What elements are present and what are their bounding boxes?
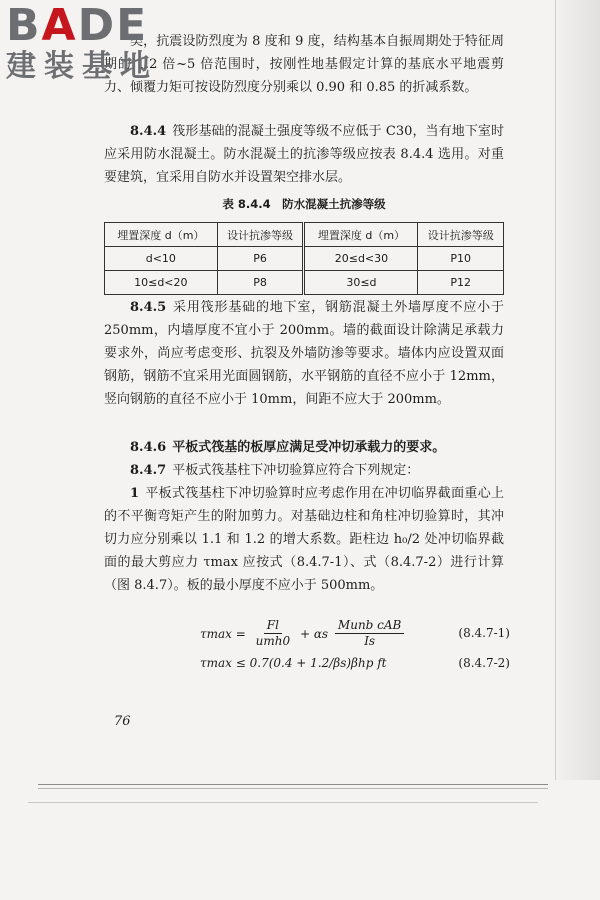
clause-text: 筏形基础的混凝土强度等级不应低于 C30，当有地下室时应采用防水混凝土。防水混凝土的抗渗等级应按表 8.4.4 选用。对重要建筑，宜采用自防水并设置架空排水层。	[104, 124, 504, 185]
table-caption: 表 8.4.4 防水混凝土抗渗等级	[222, 197, 386, 211]
formula-fraction-1	[253, 618, 293, 649]
header-grade-1: 设计抗渗等级	[217, 223, 304, 247]
table-cell: 30≤d	[304, 271, 418, 295]
formula-lhs: τmax =	[200, 626, 246, 641]
table-cell: 10≤d<20	[105, 271, 218, 295]
paragraph-continued: 类，抗震设防烈度为 8 度和 9 度，结构基本自振周期处于特征周期的 1.2 倍~5 倍范围时，按刚性地基假定计算的基底水平地震剪力、倾覆力矩可按设防烈度分别乘以 0.90 和 0.85 的折减系数。	[104, 34, 504, 95]
table-header-row	[105, 223, 504, 247]
item-text: 平板式筏基柱下冲切验算时应考虑作用在冲切临界截面重心上的不平衡弯矩产生的附加剪力。对基础边柱和角柱冲切验算时，其冲切力应分别乘以 1.1 和 1.2 的增大系数。距柱边 h₀/2 处冲切临界截面的最大剪应力 τmax 应按式（8.4.7-1）、式（8.4.7-2）进行计算（图 8.4.7）。板的最小厚度不应小于 500mm。	[104, 486, 504, 593]
header-depth-2: 埋置深度 d（m）	[304, 223, 418, 247]
fraction-numerator: Fl	[264, 618, 282, 634]
logo-subtitle: 建装基地	[6, 49, 158, 84]
clause-8-4-5	[104, 296, 504, 411]
scan-edge-line	[28, 802, 538, 803]
table-row	[105, 271, 504, 295]
clause-text: 采用筏形基础的地下室，钢筋混凝土外墙厚度不应小于 250mm，内墙厚度不宜小于 200mm。墙的截面设计除满足承载力要求外，尚应考虑变形、抗裂及外墙防渗等要求。墙体内应设置双面钢筋，钢筋不宜采用光面圆钢筋，水平钢筋的直径不应小于 12mm，竖向钢筋的直径不应小于 10mm，间距不应大于 200mm。	[104, 300, 504, 407]
fraction-numerator: Munb cAB	[335, 618, 404, 634]
clause-number: 8.4.7	[130, 463, 167, 478]
formula-expression: τmax ≤ 0.7(0.4 + 1.2/βs)βhp ft	[200, 656, 387, 670]
table-cell: 20≤d<30	[304, 247, 418, 271]
formula-fraction-2	[335, 618, 404, 649]
table-cell: P10	[418, 247, 504, 271]
page-binding-shadow	[552, 0, 600, 780]
clause-number: 8.4.4	[130, 124, 167, 139]
formula-middle-term: + αs	[299, 626, 329, 641]
formula-body	[200, 618, 407, 649]
clause-8-4-7	[104, 459, 504, 482]
formula-8-4-7-1	[200, 618, 510, 652]
watermark-logo	[6, 0, 158, 84]
table-cell: d<10	[105, 247, 218, 271]
table-row	[105, 247, 504, 271]
clause-8-4-7-item-1	[104, 482, 504, 597]
table-cell: P6	[217, 247, 304, 271]
footer-rule	[38, 784, 548, 785]
footer-rule	[38, 788, 548, 789]
fraction-denominator: umh0	[255, 634, 291, 648]
clause-number: 8.4.6	[130, 440, 167, 455]
clause-8-4-4	[104, 120, 504, 189]
clause-text: 平板式筏基柱下冲切验算应符合下列规定：	[172, 463, 420, 478]
table-cell: P12	[418, 271, 504, 295]
table-cell: P8	[217, 271, 304, 295]
logo-letters-de: DE	[77, 0, 149, 51]
clause-text: 平板式筏基的板厚应满足受冲切承载力的要求。	[172, 440, 446, 455]
clause-number: 8.4.5	[130, 300, 167, 315]
header-depth-1: 埋置深度 d（m）	[105, 223, 218, 247]
item-number: 1	[130, 486, 140, 501]
logo-letter-a: A	[41, 0, 78, 51]
header-grade-2: 设计抗渗等级	[418, 223, 504, 247]
fraction-denominator: Is	[364, 634, 376, 648]
equation-number: (8.4.7-2)	[458, 656, 510, 670]
anti-seepage-table	[104, 222, 504, 295]
formula-8-4-7-2	[200, 656, 510, 676]
equation-number: (8.4.7-1)	[458, 626, 510, 640]
page-number: 76	[114, 714, 131, 729]
clause-8-4-6	[104, 436, 504, 459]
logo-wordmark	[6, 0, 158, 51]
page-binding-line	[555, 0, 556, 780]
logo-letter-b: B	[6, 0, 42, 51]
